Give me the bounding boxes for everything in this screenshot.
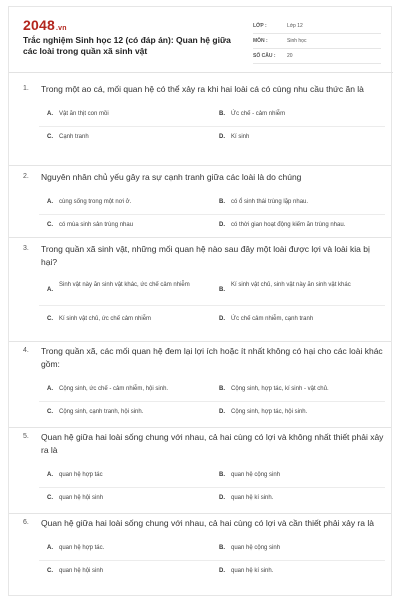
question-number: 1. — [23, 85, 29, 92]
divider — [9, 237, 391, 238]
divider — [9, 513, 391, 514]
option-b[interactable]: B. Kí sinh vật chủ, sinh vật này ăn sinh vật khác — [219, 282, 351, 293]
option-a[interactable]: A. quan hệ hợp tác. — [47, 545, 105, 551]
meta-value: 20 — [287, 53, 293, 59]
option-c[interactable]: C. Cộng sinh, cạnh tranh, hội sinh. — [47, 409, 144, 415]
divider — [39, 560, 385, 561]
option-c[interactable]: C. quan hệ hội sinh — [47, 568, 104, 574]
question-text: Trong quần xã, các mối quan hệ đem lại lợi ích hoặc ít nhất không có hại cho các loài khác gồm: — [41, 346, 383, 369]
question-text: Nguyên nhân chủ yếu gây ra sự cạnh tranh giữa các loài là do chúng — [41, 172, 302, 182]
divider — [39, 214, 385, 215]
question-number: 5. — [23, 433, 29, 440]
answer-options — [21, 536, 385, 582]
question-text: Quan hệ giữa hai loài sống chung với nhau, cả hai cùng có lợi và cần thiết phải xảy ra là — [41, 518, 374, 528]
option-b[interactable]: B. quan hệ cộng sinh — [219, 545, 281, 551]
page-title: Trắc nghiệm Sinh học 12 (có đáp án): Quan hệ giữa các loài trong quần xã sinh vật — [23, 35, 231, 56]
meta-row-grade — [253, 19, 381, 34]
option-d[interactable]: D. quan hệ kí sinh. — [219, 495, 274, 501]
question-5 — [21, 431, 385, 509]
question-2 — [21, 171, 385, 236]
divider — [39, 487, 385, 488]
option-b[interactable]: B. Cộng sinh, hợp tác, kí sinh - vật chủ. — [219, 386, 329, 392]
option-d[interactable]: D. Ức chế cảm nhiễm, cạnh tranh — [219, 316, 314, 322]
option-c[interactable]: C. có mùa sinh sản trùng nhau — [47, 222, 134, 228]
meta-label: LỚP : — [253, 23, 267, 29]
meta-label: MÔN : — [253, 38, 268, 44]
meta-value: Sinh học — [287, 38, 307, 44]
option-b[interactable]: B. quan hệ cộng sinh — [219, 472, 281, 478]
logo-tld: .vn — [55, 25, 67, 32]
divider — [9, 341, 391, 342]
logo-text: 2048 — [23, 17, 55, 33]
option-a[interactable]: A. Sinh vật này ăn sinh vật khác, ức chế cảm nhiễm — [47, 282, 190, 293]
question-text: Trong một ao cá, mối quan hệ có thể xảy ra khi hai loài cá có cùng nhu cầu thức ăn là — [41, 84, 364, 94]
question-number: 2. — [23, 173, 29, 180]
option-d[interactable]: D. Cộng sinh, hợp tác, hội sinh. — [219, 409, 308, 415]
option-a[interactable]: A. quan hệ hợp tác — [47, 472, 103, 478]
answer-options — [21, 275, 385, 331]
answer-options — [21, 377, 385, 423]
option-c[interactable]: C. quan hệ hội sinh — [47, 495, 104, 501]
option-b[interactable]: B. có ổ sinh thái trùng lặp nhau. — [219, 199, 309, 205]
option-d[interactable]: D. quan hệ kí sinh. — [219, 568, 274, 574]
question-1 — [21, 83, 385, 148]
question-text: Trong quần xã sinh vật, những mối quan hệ nào sau đây một loài được lợi và loài kia bị hại? — [41, 244, 370, 267]
page-header — [9, 7, 393, 73]
divider — [9, 165, 391, 166]
option-a[interactable]: A. Cộng sinh, ức chế - cảm nhiễm, hội sinh. — [47, 386, 169, 392]
question-3 — [21, 243, 385, 331]
question-number: 3. — [23, 245, 29, 252]
answer-options — [21, 102, 385, 148]
option-c[interactable]: C. Cạnh tranh — [47, 134, 89, 140]
option-c[interactable]: C. Kí sinh vật chủ, ức chế cảm nhiễm — [47, 316, 152, 322]
answer-options — [21, 463, 385, 509]
divider — [9, 427, 391, 428]
site-logo[interactable] — [23, 17, 67, 33]
answer-options — [21, 190, 385, 236]
question-text: Quan hệ giữa hai loài sống chung với nhau, cả hai cùng có lợi và không nhất thiết phải xảy ra là — [41, 432, 384, 455]
question-4 — [21, 345, 385, 423]
option-d[interactable]: D. Kí sinh — [219, 134, 250, 140]
option-b[interactable]: B. Ức chế - cảm nhiễm — [219, 111, 286, 117]
quiz-meta-table — [253, 19, 381, 64]
option-a[interactable]: A. cùng sống trong một nơi ở. — [47, 199, 132, 205]
meta-value: Lớp 12 — [287, 23, 303, 29]
question-number: 4. — [23, 347, 29, 354]
option-a[interactable]: A. Vật ăn thịt con mồi — [47, 111, 109, 117]
meta-row-count — [253, 49, 381, 64]
question-6 — [21, 517, 385, 582]
divider — [39, 305, 385, 306]
question-number: 6. — [23, 519, 29, 526]
meta-label: SỐ CÂU : — [253, 53, 276, 59]
meta-row-subject — [253, 34, 381, 49]
option-d[interactable]: D. có thời gian hoạt động kiếm ăn trùng nhau. — [219, 222, 346, 228]
divider — [39, 401, 385, 402]
divider — [39, 126, 385, 127]
quiz-page — [8, 6, 392, 596]
